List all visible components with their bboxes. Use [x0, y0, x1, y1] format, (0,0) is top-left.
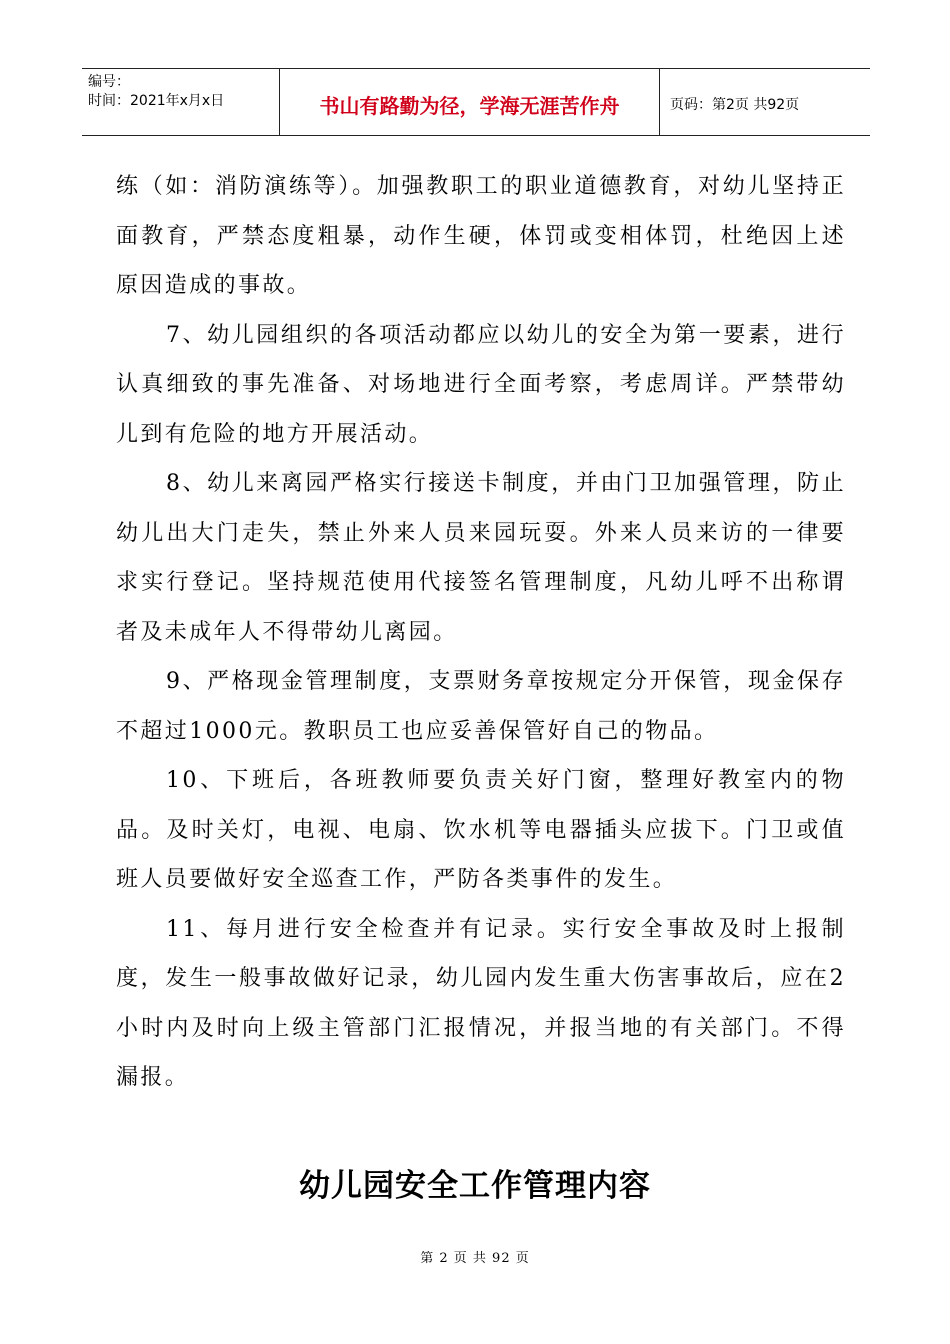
page-footer: 第 2 页 共 92 页 — [420, 1251, 530, 1266]
paragraph: 8、幼儿来离园严格实行接送卡制度，并由门卫加强管理，防止幼儿出大门走失，禁止外来人员来园玩耍。外来人员来访的一律要求实行登记。坚持规范使用代接签名管理制度，凡幼儿呼不出称谓者及未成年人不得带幼儿离园。 — [116, 471, 846, 645]
paragraph: 练（如：消防演练等）。加强教职工的职业道德教育，对幼儿坚持正面教育，严禁态度粗暴，动作生硬，体罚或变相体罚，杜绝因上述原因造成的事故。 — [116, 174, 846, 298]
paragraph: 9、严格现金管理制度，支票财务章按规定分开保管，现金保存不超过1000元。教职员工也应妥善保管好自己的物品。 — [116, 669, 846, 744]
page-header — [82, 68, 870, 136]
section-title: 幼儿园安全工作管理内容 — [299, 1168, 651, 1204]
document-body — [116, 162, 846, 1103]
number-label: 编号： — [88, 74, 130, 90]
date-label: 时间：2021年x月x日 — [88, 93, 225, 109]
header-page-info: 页码：第2页 共92页 — [670, 97, 800, 113]
header-motto: 书山有路勤为径，学海无涯苦作舟 — [280, 69, 660, 135]
paragraph: 11、每月进行安全检查并有记录。实行安全事故及时上报制度，发生一般事故做好记录，幼儿园内发生重大伤害事故后，应在2小时内及时向上级主管部门汇报情况，并报当地的有关部门。不得漏报。 — [116, 916, 846, 1090]
header-meta — [82, 69, 280, 135]
paragraph: 7、幼儿园组织的各项活动都应以幼儿的安全为第一要素，进行认真细致的事先准备、对场地进行全面考察，考虑周详。严禁带幼儿到有危险的地方开展活动。 — [116, 322, 846, 447]
paragraph: 10、下班后，各班教师要负责关好门窗，整理好教室内的物品。及时关灯，电视、电扇、饮水机等电器插头应拔下。门卫或值班人员要做好安全巡查工作，严防各类事件的发生。 — [116, 768, 846, 892]
